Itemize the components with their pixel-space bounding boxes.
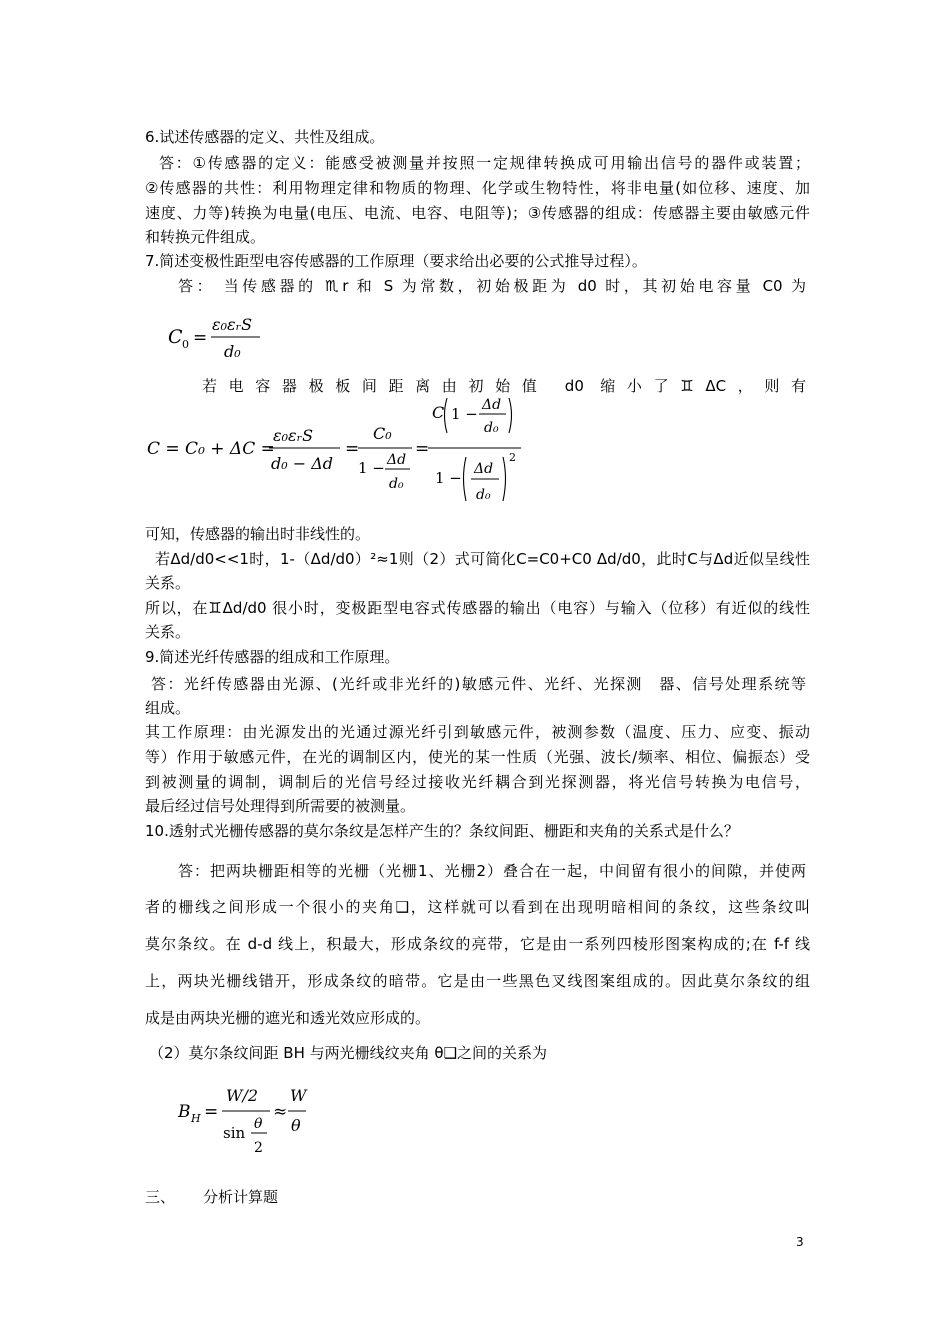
formula3-den-num: θ (254, 1116, 263, 1132)
q10-title: 10.透射式光栅传感器的莫尔条纹是怎样产生的？条纹间距、栅距和夹角的关系式是什么？ (145, 822, 739, 840)
formula3-den-den: 2 (254, 1140, 263, 1156)
formula2-frac3-num-den: d₀ (484, 420, 499, 436)
capacitance-change-formula (145, 393, 530, 511)
formula2-exponent: 2 (509, 451, 516, 464)
formula3-den-a: sin (223, 1124, 246, 1142)
formula2-frac1-den: d₀ − Δd (271, 454, 334, 473)
formula2-den-left-paren (464, 457, 467, 501)
formula2-eq2: = (345, 439, 360, 459)
formula2-frac3-den-den: d₀ (476, 487, 491, 503)
formula3-r-den: θ (291, 1116, 301, 1135)
formula3-r-num: W (290, 1086, 307, 1105)
q9-principle-line-4: 最后经过信号处理得到所需要的被测量。 (145, 797, 416, 815)
q6-answer-line-2: ②传感器的共性：利用物理定律和物质的物理、化学或生物特性，将非电量(如位移、速度、加 (145, 179, 810, 197)
q7-answer-line-2: 若电容器极板间距离由初始值 d0 缩小了♊ΔC，则有 (202, 377, 806, 395)
formula2-right-paren (509, 398, 512, 433)
q9-principle-line-1: 其工作原理：由光源发出的光通过源光纤引到敏感元件，被测参数（温度、压力、应变、振动 (145, 723, 810, 741)
q10-relation-line: （2）莫尔条纹间距 BH 与两光栅线纹夹角 θ❑之间的关系为 (149, 1044, 548, 1062)
section-3-title: 分析计算题 (203, 1188, 279, 1206)
formula2-frac2-den-a: 1 − (358, 459, 385, 477)
moire-spacing-formula (170, 1075, 320, 1165)
q7-conclusion-2a: 若Δd/d0<<1时，1-（Δd/d0）²≈1则（2）式可简化C=C0+C0 Δd/d0，此时C与Δd近似呈线性 (155, 550, 810, 568)
q7-conclusion-3a: 所以，在♊Δd/d0 很小时，变极距型电容式传感器的输出（电容）与输入（位移）有近似的线性 (145, 599, 810, 617)
q6-answer-line-4: 和转换元件组成。 (145, 228, 266, 246)
formula1-denominator: d₀ (224, 342, 241, 361)
q7-title: 7.简述变极性距型电容传感器的工作原理（要求给出必要的公式推导过程）。 (145, 252, 647, 270)
formula2-left-paren (445, 398, 448, 433)
q10-answer-line-2: 者的栅线之间形成一个很小的夹角❑，这样就可以看到在出现明暗相间的条纹，这些条纹叫 (145, 898, 810, 916)
formula1-equals: = (193, 328, 208, 348)
formula2-frac1-num: ε₀εᵣS (273, 426, 314, 445)
formula2-eq3: = (415, 439, 430, 459)
q9-answer-line-1: 答：光纤传感器由光源、(光纤或非光纤的)敏感元件、光纤、光探测 器、信号处理系统等 (151, 675, 806, 693)
section-3-number: 三、 (145, 1188, 176, 1206)
formula2-frac3-num-a: C (432, 403, 445, 422)
formula2-frac3-num-b: 1 − (451, 405, 478, 423)
q7-conclusion-1: 可知，传感器的输出时非线性的。 (145, 525, 371, 543)
formula3-num: W/2 (226, 1086, 259, 1105)
formula1-lhs: C (168, 326, 183, 348)
q9-title: 9.简述光纤传感器的组成和工作原理。 (145, 648, 400, 666)
q7-conclusion-3b: 关系。 (145, 623, 191, 641)
formula2-frac2-num: C₀ (373, 424, 392, 443)
formula2-frac2-den-den: d₀ (389, 476, 404, 492)
formula3-lhs-sub: H (191, 1112, 201, 1125)
formula1-lhs-sub: 0 (182, 338, 189, 351)
q6-title: 6.试述传感器的定义、共性及组成。 (145, 128, 385, 146)
formula2-frac3-num-num: Δd (482, 397, 502, 413)
q10-answer-line-5: 成是由两块光栅的遮光和透光效应形成的。 (145, 1009, 431, 1027)
q7-answer-line-1: 答： 当传感器的 ♏r 和 S 为常数，初始极距为 d0 时，其初始电容量 C0 为 (178, 277, 806, 295)
page-number: 3 (796, 1235, 804, 1249)
formula2-frac3-den-a: 1 − (435, 469, 462, 487)
q10-answer-line-1: 答：把两块栅距相等的光栅（光栅1、光栅2）叠合在一起，中间留有很小的间隙，并使两 (178, 862, 806, 880)
formula3-equals: = (204, 1102, 219, 1122)
q10-answer-line-4: 上，两块光栅线错开，形成条纹的暗带。它是由一些黑色叉线图案组成的。因此莫尔条纹的组 (145, 972, 810, 990)
capacitance-formula-c0 (160, 305, 280, 365)
formula2-frac3-den-num: Δd (474, 461, 494, 477)
q7-conclusion-2b: 关系。 (145, 574, 191, 592)
q6-answer-line-1: 答：①传感器的定义：能感受被测量并按照一定规律转换成可用输出信号的器件或装置； (159, 154, 810, 172)
q9-principle-line-3: 到被测量的调制，调制后的光信号经过接收光纤耦合到光探测器，将光信号转换为电信号， (145, 773, 810, 791)
formula2-part1: C = C₀ + ΔC = (147, 439, 275, 459)
formula1-numerator: ε₀εᵣS (212, 315, 253, 334)
q9-answer-line-2: 组成。 (145, 699, 191, 717)
q9-principle-line-2: 等）作用于敏感元件，在光的调制区内，使光的某一性质（光强、波长/频率、相位、偏振态）受 (145, 748, 810, 766)
formula2-frac2-den-num: Δd (387, 452, 407, 468)
q10-answer-line-3: 莫尔条纹。在 d-d 线上，积最大，形成条纹的亮带，它是由一系列四棱形图案构成的;在 f-f 线 (145, 935, 810, 953)
formula3-approx: ≈ (273, 1102, 288, 1122)
formula3-lhs: B (178, 1102, 191, 1122)
formula2-den-right-paren (503, 457, 506, 501)
q6-answer-line-3: 速度、力等)转换为电量(电压、电流、电容、电阻等)；③传感器的组成：传感器主要由敏感元件 (145, 204, 810, 222)
